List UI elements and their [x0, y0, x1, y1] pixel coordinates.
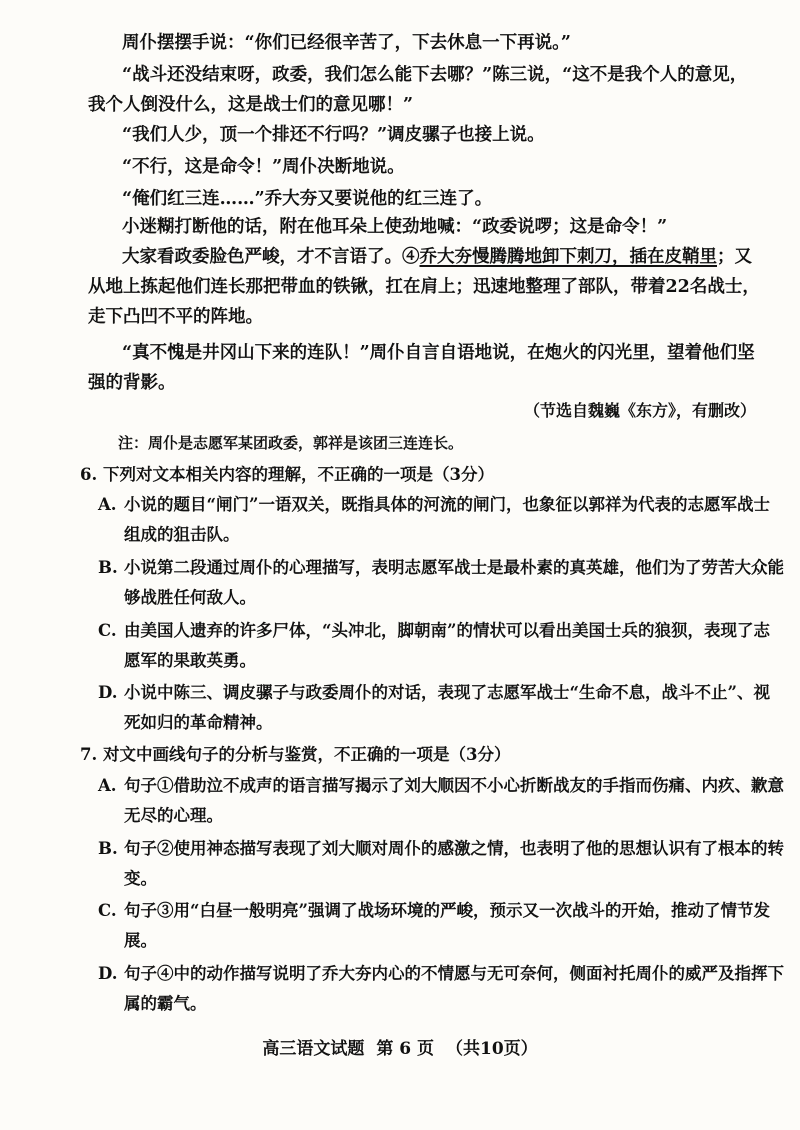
option-text: 句子③用“白昼一般明亮”强调了战场环境的严峻，预示又一次战斗的开始，推动了情节发展。	[124, 901, 770, 950]
question-7-option-b	[98, 834, 784, 894]
question-6-option-a	[98, 490, 784, 550]
passage-paragraph: “不行，这是命令！”周仆决断地说。	[122, 157, 405, 177]
option-label: C.	[98, 621, 117, 640]
question-6-option-d	[98, 678, 784, 738]
question-6-stem: 6. 下列对文本相关内容的理解，不正确的一项是（3分）	[80, 465, 494, 484]
question-7-option-c	[98, 896, 784, 956]
passage-paragraph: “真不愧是井冈山下来的连队！”周仆自言自语地说，在炮火的闪光里，望着他们坚强的背影。	[88, 343, 755, 393]
option-label: C.	[98, 901, 117, 920]
option-label: A.	[98, 776, 117, 795]
question-7-option-a	[98, 771, 784, 831]
passage-paragraph: 周仆摆摆手说：“你们已经很辛苦了，下去休息一下再说。”	[122, 33, 571, 53]
passage-paragraph: “我们人少，顶一个排还不行吗？”调皮骡子也接上说。	[122, 125, 545, 145]
option-text: 小说中陈三、调皮骡子与政委周仆的对话，表现了志愿军战士“生命不息，战斗不止”、视死如归的革命精神。	[124, 683, 770, 732]
footer-total-pages: （共10页）	[446, 1039, 538, 1059]
option-label: A.	[98, 495, 117, 514]
option-label: B.	[98, 839, 118, 858]
footer-page-number: 第 6 页	[376, 1039, 434, 1059]
passage-source: （节选自魏巍《东方》，有删改）	[523, 401, 756, 420]
question-6-option-b	[98, 553, 784, 613]
option-text: 小说的题目“闸门”一语双关，既指具体的河流的闸门，也象征以郭祥为代表的志愿军战士组成的狙击队。	[124, 495, 770, 544]
question-6-option-c	[98, 616, 784, 676]
question-7-option-d	[98, 959, 784, 1019]
option-text: 句子②使用神态描写表现了刘大顺对周仆的感激之情，也表明了他的思想认识有了根本的转变。	[124, 839, 784, 888]
question-7-stem: 7. 对文中画线句子的分析与鉴赏，不正确的一项是（3分）	[80, 745, 511, 764]
passage-paragraph: “俺们红三连……”乔大夯又要说他的红三连了。	[122, 189, 493, 209]
option-text: 小说第二段通过周仆的心理描写，表明志愿军战士是最朴素的真英雄，他们为了劳苦大众能够战胜任何敌人。	[124, 558, 784, 607]
option-label: B.	[98, 558, 118, 577]
passage-paragraph-underlined	[88, 242, 760, 332]
paragraph-text-after: ；又从地上拣起他们连长那把带血的铁锹，扛在肩上；迅速地整理了部队，带着22名战士，走下凸凹不平的阵地。	[88, 247, 760, 327]
page-footer	[0, 1034, 800, 1059]
option-label: D.	[98, 683, 118, 702]
option-text: 由美国人遗弃的许多尸体，“头冲北，脚朝南”的情状可以看出美国士兵的狼狈，表现了志愿军的果敢英勇。	[124, 621, 770, 670]
footer-title: 高三语文试题	[262, 1039, 365, 1059]
passage-paragraph: 小迷糊打断他的话，附在他耳朵上使劲地喊：“政委说啰；这是命令！”	[122, 217, 668, 237]
passage-paragraph: “战斗还没结束呀，政委，我们怎么能下去哪？”陈三说，“这不是我个人的意见，我个人倒没什么，这是战士们的意见哪！”	[88, 65, 748, 115]
option-text: 句子④中的动作描写说明了乔大夯内心的不情愿与无可奈何，侧面衬托周仆的威严及指挥下属的霸气。	[124, 964, 784, 1013]
underlined-sentence-4: 乔大夯慢腾腾地卸下刺刀，插在皮鞘里	[419, 247, 717, 267]
passage-note: 注：周仆是志愿军某团政委，郭祥是该团三连连长。	[118, 434, 464, 452]
option-text: 句子①借助泣不成声的语言描写揭示了刘大顺因不小心折断战友的手指而伤痛、内疚、歉意无尽的心理。	[124, 776, 784, 825]
paragraph-text-before: 大家看政委脸色严峻，才不言语了。④	[122, 247, 420, 267]
option-label: D.	[98, 964, 118, 983]
